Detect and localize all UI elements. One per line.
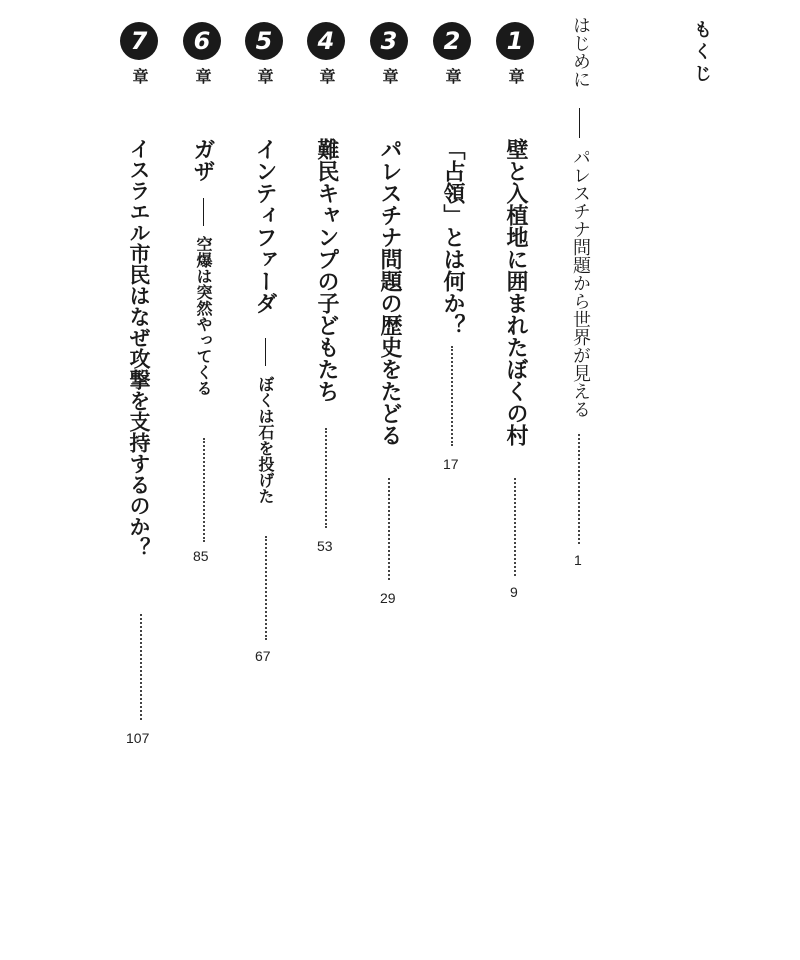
chapter-suffix: 章: [317, 68, 336, 84]
intro-label: はじめに: [570, 16, 591, 88]
leader-dots: [203, 438, 205, 542]
toc-entry-chapter-7[interactable]: [120, 0, 164, 760]
leader-dots: [451, 346, 453, 446]
leader-dots: [140, 614, 142, 720]
chapter-subtitle: ぼくは石を投げた: [256, 376, 275, 504]
page-number: 9: [510, 584, 518, 600]
toc-entry-chapter-1[interactable]: [496, 0, 540, 620]
toc-entry-chapter-5[interactable]: [245, 0, 289, 680]
leader-dots: [325, 428, 327, 528]
page-number: 85: [193, 548, 209, 564]
chapter-title: 難民キャンプの子どもたち: [314, 138, 339, 402]
chapter-suffix: 章: [443, 68, 462, 84]
chapter-number-badge: 7: [120, 22, 158, 60]
leader-dots: [388, 478, 390, 580]
leader-dots: [514, 478, 516, 576]
chapter-suffix: 章: [193, 68, 212, 84]
chapter-suffix: 章: [255, 68, 274, 84]
page-number: 107: [126, 730, 150, 746]
chapter-title: ガザ: [190, 138, 215, 182]
chapter-subtitle: 空爆は突然やってくる: [194, 236, 213, 396]
toc-entry-chapter-3[interactable]: [370, 0, 414, 620]
chapter-suffix: 章: [130, 68, 149, 84]
chapter-number-badge: 4: [307, 22, 345, 60]
chapter-suffix: 章: [506, 68, 525, 84]
chapter-number-badge: 3: [370, 22, 408, 60]
page-number: 17: [443, 456, 459, 472]
chapter-title: 壁と入植地に囲まれたぼくの村: [503, 138, 528, 446]
chapter-number-badge: 2: [433, 22, 471, 60]
page-number: 67: [255, 648, 271, 664]
subtitle-dash: [265, 338, 266, 366]
chapter-title: 「占領」とは何か？: [440, 138, 465, 336]
intro-subtitle: パレスチナ問題から世界が見える: [570, 148, 591, 418]
chapter-number-badge: 1: [496, 22, 534, 60]
toc-entry-intro[interactable]: [565, 0, 595, 600]
toc-entry-chapter-4[interactable]: [307, 0, 351, 570]
intro-dash: [579, 108, 580, 138]
chapter-number-badge: 6: [183, 22, 221, 60]
chapter-number-badge: 5: [245, 22, 283, 60]
chapter-title: インティファーダ: [252, 138, 277, 314]
toc-heading: もくじ: [691, 20, 712, 86]
subtitle-dash: [203, 198, 204, 226]
leader-dots: [265, 536, 267, 640]
page-number: 29: [380, 590, 396, 606]
toc-entry-chapter-6[interactable]: [183, 0, 227, 580]
page-number: 53: [317, 538, 333, 554]
chapter-suffix: 章: [380, 68, 399, 84]
chapter-title: パレスチナ問題の歴史をたどる: [377, 138, 402, 446]
chapter-title: イスラエル市民はなぜ攻撃を支持するのか？: [127, 138, 151, 558]
toc-entry-chapter-2[interactable]: [433, 0, 477, 500]
intro-page-number: 1: [574, 552, 582, 568]
intro-leader-dots: [578, 434, 580, 544]
